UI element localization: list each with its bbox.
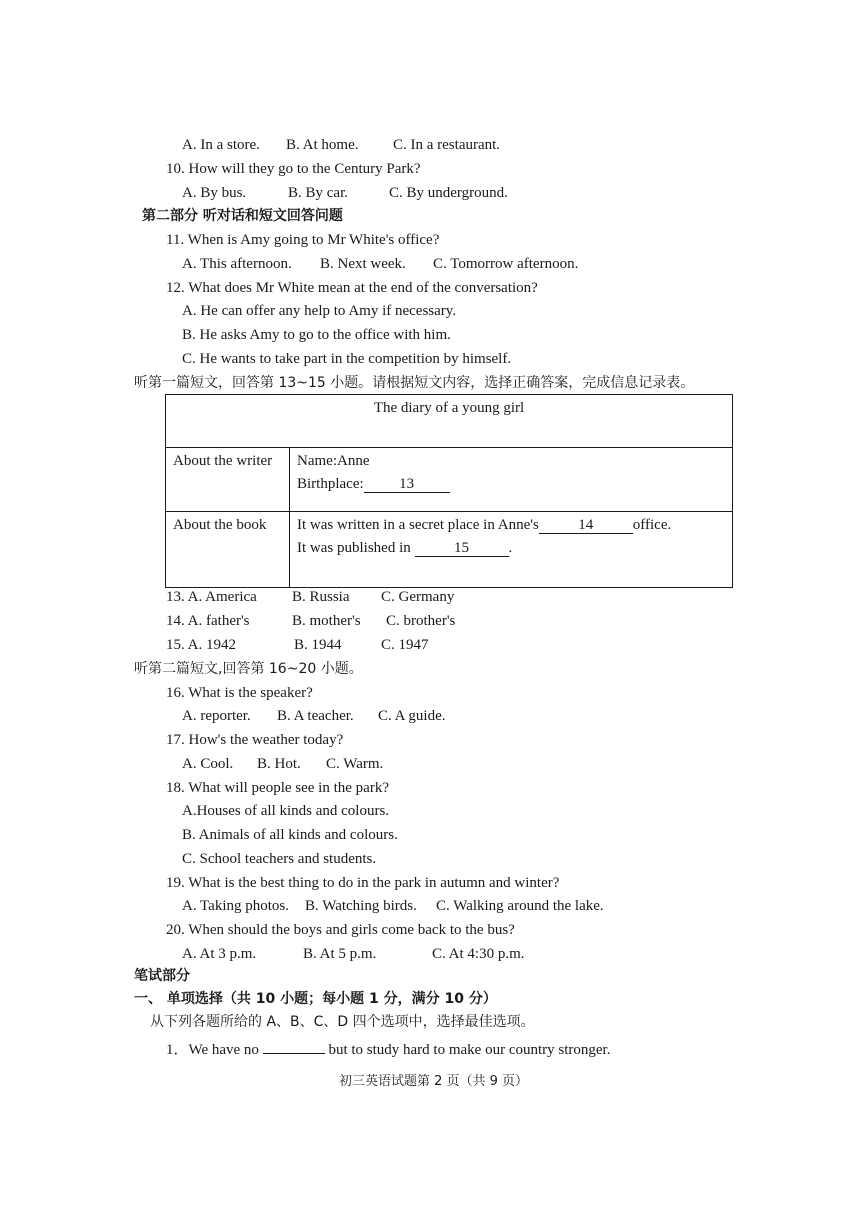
blank-14: 14: [539, 517, 633, 534]
w1-question: [166, 1037, 610, 1059]
q12-option-c: C. He wants to take part in the competition by himself.: [182, 351, 512, 367]
q12-question: 12. What does Mr White mean at the end of the conversation?: [166, 280, 538, 296]
q9-option-b: B. At home.: [286, 137, 359, 153]
q13-option-c: C. Germany: [381, 589, 455, 605]
q10-question: 10. How will they go to the Century Park?: [166, 161, 421, 177]
q17-option-c: C. Warm.: [326, 756, 384, 772]
passage1-instruction: 听第一篇短文，回答第 13~15 小题。请根据短文内容，选择正确答案，完成信息记录表。: [134, 375, 695, 391]
written-part-heading: 笔试部分: [134, 968, 190, 984]
table-title: The diary of a young girl: [166, 395, 733, 448]
q20-question: 20. When should the boys and girls come back to the bus?: [166, 922, 515, 938]
table-label-book: About the book: [166, 512, 290, 588]
q19-option-c: C. Walking around the lake.: [436, 898, 604, 914]
q11-question: 11. When is Amy going to Mr White's office?: [166, 232, 440, 248]
written-prefix: It was written in a secret place in Anne's: [297, 517, 539, 533]
q16-option-b: B. A teacher.: [277, 708, 354, 724]
q17-option-b: B. Hot.: [257, 756, 301, 772]
page-footer: 初三英语试题第 2 页（共 9 页）: [338, 1074, 529, 1089]
w1-prefix: 1．We have no: [166, 1042, 259, 1058]
table-book-cell: [290, 512, 733, 588]
q15-options: [166, 636, 429, 654]
q10-option-a: A. By bus.: [182, 185, 247, 201]
q10-option-c: C. By underground.: [389, 185, 508, 201]
q17-option-a: A. Cool.: [182, 756, 234, 772]
q14-option-a: 14. A. father's: [166, 613, 250, 629]
q18-option-b: B. Animals of all kinds and colours.: [182, 827, 398, 843]
q18-option-a: A.Houses of all kinds and colours.: [182, 803, 390, 819]
q18-option-c: C. School teachers and students.: [182, 851, 377, 867]
q12-option-b: B. He asks Amy to go to the office with him.: [182, 327, 451, 343]
q17-options: [182, 755, 383, 773]
q19-question: 19. What is the best thing to do in the park in autumn and winter?: [166, 875, 560, 891]
q9-option-c: C. In a restaurant.: [393, 137, 501, 153]
q12-option-a: A. He can offer any help to Amy if necessary.: [182, 303, 457, 319]
q16-option-c: C. A guide.: [378, 708, 446, 724]
table-writer-cell: [290, 448, 733, 512]
q13-option-a: 13. A. America: [166, 589, 257, 605]
q17-question: 17. How's the weather today?: [166, 732, 344, 748]
q16-option-a: A. reporter.: [182, 708, 251, 724]
section1-heading: 一、 单项选择（共 10 小题；每小题 1 分，满分 10 分）: [134, 991, 497, 1007]
blank-13: 13: [364, 476, 450, 493]
table-label-writer: About the writer: [166, 448, 290, 512]
writer-name: Name:Anne: [297, 453, 370, 469]
written-suffix: office.: [632, 517, 672, 533]
blank-15: 15: [415, 540, 509, 557]
q19-option-a: A. Taking photos.: [182, 898, 290, 914]
q20-option-a: A. At 3 p.m.: [182, 946, 257, 962]
q16-question: 16. What is the speaker?: [166, 685, 313, 701]
q10-options: [182, 184, 508, 202]
part2-heading: 第二部分 听对话和短文回答问题: [142, 208, 343, 224]
birthplace-label: Birthplace:: [297, 476, 364, 492]
q13-options: [166, 588, 454, 606]
book-written-line: [297, 517, 732, 534]
q11-option-c: C. Tomorrow afternoon.: [433, 256, 579, 272]
passage2-instruction: 听第二篇短文,回答第 16~20 小题。: [134, 661, 363, 677]
published-prefix: It was published in: [297, 540, 411, 556]
q15-option-a: 15. A. 1942: [166, 637, 237, 653]
q11-option-b: B. Next week.: [320, 256, 406, 272]
published-suffix: .: [508, 540, 513, 556]
q13-option-b: B. Russia: [292, 589, 350, 605]
q9-options: [182, 136, 500, 154]
q20-option-c: C. At 4:30 p.m.: [432, 946, 525, 962]
q14-options: [166, 612, 455, 630]
diary-info-table: [165, 394, 733, 588]
q15-option-c: C. 1947: [381, 637, 429, 653]
q11-option-a: A. This afternoon.: [182, 256, 292, 272]
q16-options: [182, 707, 446, 725]
q20-option-b: B. At 5 p.m.: [303, 946, 377, 962]
w1-blank: [263, 1037, 325, 1054]
w1-suffix: but to study hard to make our country stronger.: [328, 1042, 611, 1058]
book-published-line: [297, 540, 732, 557]
q15-option-b: B. 1944: [294, 637, 342, 653]
q9-option-a: A. In a store.: [182, 137, 260, 153]
q19-options: [182, 897, 604, 915]
q19-option-b: B. Watching birds.: [305, 898, 417, 914]
q10-option-b: B. By car.: [288, 185, 348, 201]
q14-option-b: B. mother's: [292, 613, 361, 629]
q11-options: [182, 255, 578, 273]
q20-options: [182, 945, 525, 963]
q18-question: 18. What will people see in the park?: [166, 780, 389, 796]
section1-instruction: 从下列各题所给的 A、B、C、D 四个选项中，选择最佳选项。: [150, 1014, 535, 1030]
writer-birthplace: [297, 476, 732, 493]
q14-option-c: C. brother's: [386, 613, 456, 629]
